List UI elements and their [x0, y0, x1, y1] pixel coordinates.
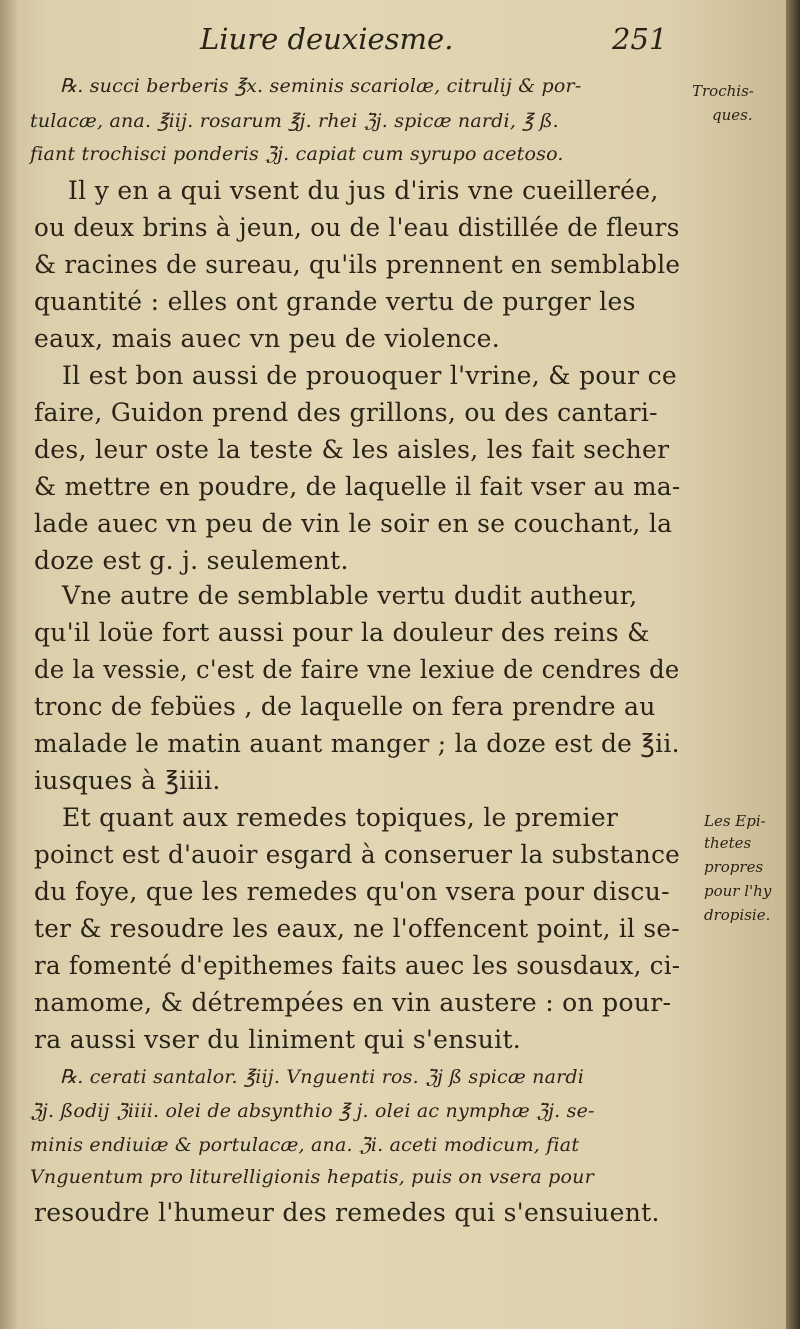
text-line: du foye, que les remedes qu'on vsera pour discu-	[34, 877, 670, 906]
margin-note-line: thetes	[704, 834, 752, 852]
text-line: ter & resoudre les eaux, ne l'offencent point, il se-	[34, 914, 680, 943]
text-line: Et quant aux remedes topiques, le premier	[62, 803, 619, 832]
text-line: qu'il loüe fort aussi pour la douleur des reins &	[34, 618, 650, 647]
text-line: & racines de sureau, qu'ils prennent en semblable	[34, 250, 681, 279]
text-line: iusques à ℥iiii.	[34, 766, 221, 795]
text-line: doze est g. j. seulement.	[34, 546, 349, 575]
text-line: quantité : elles ont grande vertu de purger les	[34, 287, 636, 316]
text-line: faire, Guidon prend des grillons, ou des cantari-	[34, 398, 658, 427]
text-line: malade le matin auant manger ; la doze est de ℥ii.	[34, 729, 680, 758]
text-line: de la vessie, c'est de faire vne lexiue de cendres de	[34, 655, 680, 684]
text-line: Vne autre de semblable vertu dudit autheur,	[62, 581, 638, 610]
text-line: namome, & détrempées en vin austere : on pour-	[34, 988, 672, 1017]
text-line: fiant trochisci ponderis ℨj. capiat cum syrupo acetoso.	[30, 143, 564, 165]
text-line: ou deux brins à jeun, ou de l'eau distillée de fleurs	[34, 213, 680, 242]
running-title: Liure deuxiesme.	[200, 22, 454, 56]
text-line: tronc de febües , de laquelle on fera prendre au	[34, 692, 656, 721]
text-line: resoudre l'humeur des remedes qui s'ensuiuent.	[34, 1198, 660, 1227]
text-line: tulacæ, ana. ℥iij. rosarum ℥j. rhei ℨj. spicæ nardi, ℥ ß.	[30, 110, 559, 132]
text-line: ℨj. ßodij ℨiiii. olei de absynthio ℥ j. olei ac nymphæ ℨj. se-	[30, 1100, 595, 1122]
text-line: Il y en a qui vsent du jus d'iris vne cueillerée,	[68, 176, 659, 205]
text-line: minis endiuiæ & portulacæ, ana. ℨi. aceti modicum, fiat	[30, 1134, 580, 1156]
text-line: ra fomenté d'epithemes faits auec les sousdaux, ci-	[34, 951, 681, 980]
text-line: lade auec vn peu de vin le soir en se couchant, la	[34, 509, 673, 538]
text-line: ℞. cerati santalor. ℥iij. Vnguenti ros. ℨj ß spicæ nardi	[60, 1066, 585, 1088]
page-number: 251	[612, 22, 668, 56]
margin-note-line: pour l'hy	[704, 882, 772, 900]
text-line: eaux, mais auec vn peu de violence.	[34, 324, 500, 353]
text-line: ra aussi vser du liniment qui s'ensuit.	[34, 1025, 522, 1054]
text-line: Vnguentum pro liturelligionis hepatis, puis on vsera pour	[30, 1166, 594, 1188]
page-fold-shadow	[0, 0, 18, 1329]
margin-note-line: ques.	[712, 106, 753, 124]
margin-note-line: dropisie.	[704, 906, 771, 924]
text-line: & mettre en poudre, de laquelle il fait vser au ma-	[34, 472, 681, 501]
text-line: Il est bon aussi de prouoquer l'vrine, & pour ce	[62, 361, 678, 390]
text-line: ℞. succi berberis ℥x. seminis scariolæ, citrulij & por-	[60, 75, 582, 97]
margin-note-line: Les Epi-	[704, 812, 766, 830]
text-line: poinct est d'auoir esgard à conseruer la substance	[34, 840, 681, 869]
text-line: des, leur oste la teste & les aisles, les fait secher	[34, 435, 670, 464]
book-gutter	[786, 0, 800, 1329]
margin-note-line: propres	[704, 858, 764, 876]
margin-note-line: Trochis-	[692, 82, 754, 100]
